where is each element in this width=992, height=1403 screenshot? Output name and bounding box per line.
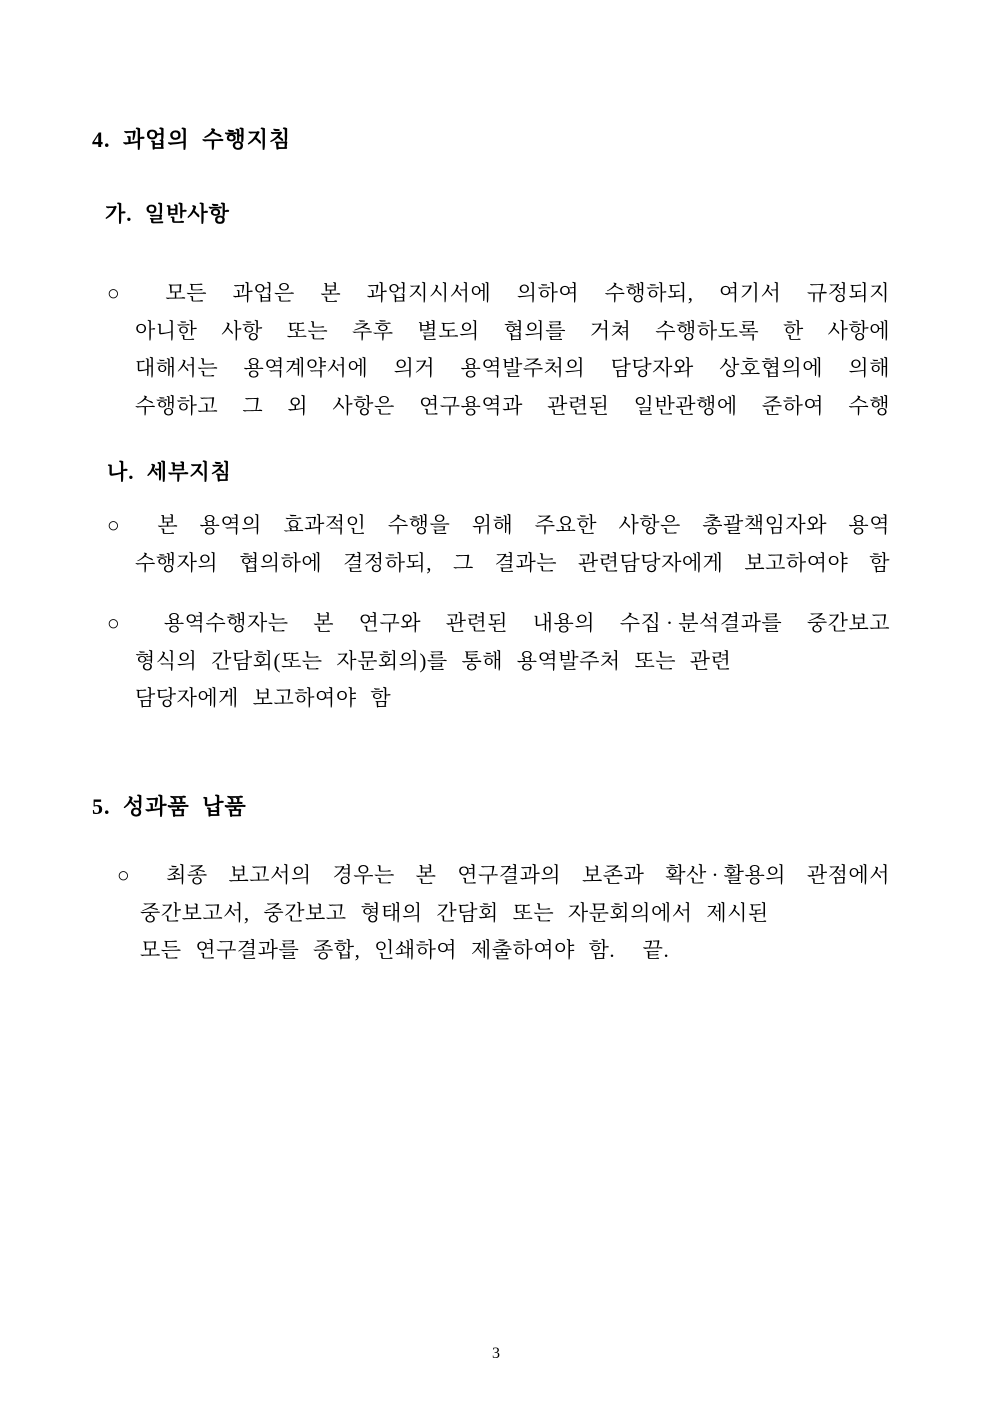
text-line: 대해서는 용역계약서에 의거 용역발주처의 담당자와 상호협의에 의해 xyxy=(135,356,890,380)
text-line: 담당자에게 보고하여야 함 xyxy=(135,686,392,710)
text-line: 아니한 사항 또는 추후 별도의 협의를 거쳐 수행하도록 한 사항에 xyxy=(135,318,890,343)
text-line: 수행자의 협의하에 결정하되, 그 결과는 관련담당자에게 보고하여야 함 xyxy=(135,550,890,575)
text-line-content: 용역수행자는 본 연구와 관련된 내용의 수집 · 분석결과를 중간보고 xyxy=(163,611,891,635)
text-line xyxy=(107,507,890,545)
paragraph-detail-1 xyxy=(92,507,890,582)
text-line-content: 본 용역의 효과적인 수행을 위해 주요한 사항은 총괄책임자와 용역 xyxy=(157,513,890,537)
section-5-heading: 5. 성과품 납품 xyxy=(92,794,247,819)
text-line-content: 모든 과업은 본 과업지시서에 의하여 수행하되, 여기서 규정되지 xyxy=(165,281,891,305)
section-4-heading: 4. 과업의 수행지침 xyxy=(92,127,292,152)
bullet-circle-icon: ○ xyxy=(107,281,140,305)
text-line: 형식의 간담회(또는 자문회의)를 통해 용역발주처 또는 관련 xyxy=(135,648,732,673)
paragraph-deliverables xyxy=(92,857,890,970)
page-number: 3 xyxy=(492,1345,500,1362)
text-line: 수행하고 그 외 사항은 연구용역과 관련된 일반관행에 준하여 수행 xyxy=(135,393,890,418)
text-line: 모든 연구결과를 종합, 인쇄하여 제출하여야 함. 끝. xyxy=(140,938,670,962)
bullet-circle-icon: ○ xyxy=(117,863,146,887)
text-line-content: 최종 보고서의 경우는 본 연구결과의 보존과 확산 · 활용의 관점에서 xyxy=(166,863,890,887)
subsection-na-detail-heading: 나. 세부지침 xyxy=(107,460,232,484)
text-line: 중간보고서, 중간보고 형태의 간담회 또는 자문회의에서 제시된 xyxy=(140,900,769,925)
bullet-circle-icon: ○ xyxy=(107,611,140,635)
text-line xyxy=(117,857,890,895)
paragraph-general-rules xyxy=(92,275,890,425)
bullet-circle-icon: ○ xyxy=(107,513,136,537)
text-line xyxy=(107,605,891,643)
paragraph-detail-2 xyxy=(92,605,890,718)
subsection-ga-general-heading: 가. 일반사항 xyxy=(105,202,230,226)
text-line xyxy=(107,275,891,313)
